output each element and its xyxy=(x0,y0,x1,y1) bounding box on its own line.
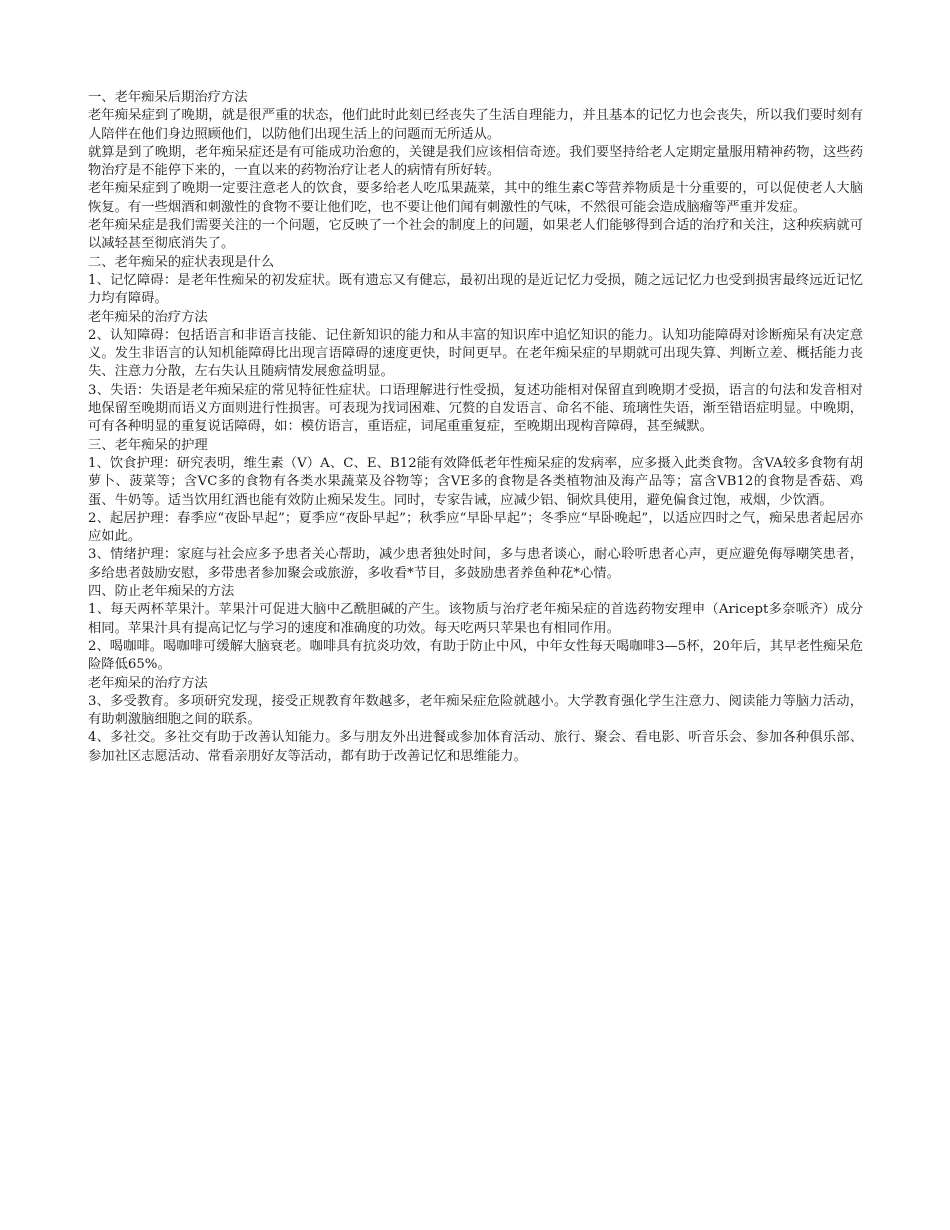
subheading-treatment-2: 老年痴呆的治疗方法 xyxy=(88,675,208,691)
paragraph-4: 老年痴呆症是我们需要关注的一个问题，它反映了一个社会的制度上的问题，如果老人们能够得到合适的治疗和关注，这种疾病就可以减轻甚至彻底消失了。 xyxy=(88,218,863,252)
paragraph-9: 2、起居护理：春季应“夜卧早起”；夏季应“夜卧早起”；秋季应“早卧早起”；冬季应“早卧晚起”，以适应四时之气，痴呆患者起居亦应如此。 xyxy=(88,510,863,545)
paragraph-13: 3、多受教育。多项研究发现，接受正规教育年数越多，老年痴呆症危险就越小。大学教育强化学生注意力、阅读能力等脑力活动，有助刺激脑细胞之间的联系。 xyxy=(88,693,863,728)
paragraph-2: 就算是到了晚期，老年痴呆症还是有可能成功治愈的，关键是我们应该相信奇迹。我们要坚持给老人定期定量服用精神药物，这些药物治疗是不能停下来的，一直以来的药物治疗让老人的病情有所好转。 xyxy=(88,144,863,179)
paragraph-6: 2、认知障碍：包括语言和非语言技能、记住新知识的能力和从丰富的知识库中追忆知识的能力。认知功能障碍对诊断痴呆有决定意义。发生非语言的认知机能障碍比出现言语障碍的速度更快，时间更早。在老年痴呆症的早期就可出现失算、判断立差、概括能力丧失、注意力分散，左右失认且随病情发展愈益明显。 xyxy=(88,327,863,380)
paragraph-5: 1、记忆障碍：是老年性痴呆的初发症状。既有遗忘又有健忘，最初出现的是近记忆力受损，随之远记忆力也受到损害最终远近记忆力均有障碍。 xyxy=(88,272,863,307)
subheading-treatment-1: 老年痴呆的治疗方法 xyxy=(88,309,208,325)
paragraph-10: 3、情绪护理：家庭与社会应多予患者关心帮助，减少患者独处时间，多与患者谈心，耐心聆听患者心声，更应避免侮辱嘲笑患者，多给患者鼓励安慰，多带患者参加聚会或旅游，多收看*节目，多鼓励患者养鱼种花*心情。 xyxy=(88,547,863,581)
paragraph-1: 老年痴呆症到了晚期，就是很严重的状态，他们此时此刻已经丧失了生活自理能力，并且基本的记忆力也会丧失，所以我们要时刻有人陪伴在他们身边照顾他们，以防他们出现生活上的问题而无所适从。 xyxy=(88,108,863,142)
paragraph-11: 1、每天两杯苹果汁。苹果汁可促进大脑中乙酰胆碱的产生。该物质与治疗老年痴呆症的首选药物安理申（Aricept多奈哌齐）成分相同。苹果汁具有提高记忆与学习的速度和准确度的功效。每天吃两只苹果也有相同作用。 xyxy=(88,602,863,636)
paragraph-14: 4、多社交。多社交有助于改善认知能力。多与朋友外出进餐或参加体育活动、旅行、聚会、看电影、听音乐会、参加各种俱乐部、参加社区志愿活动、常看亲朋好友等活动，都有助于改善记忆和思维能力。 xyxy=(88,730,863,764)
document-body xyxy=(88,89,863,766)
section-heading-4: 四、防止老年痴呆的方法 xyxy=(88,584,235,600)
section-heading-3: 三、老年痴呆的护理 xyxy=(88,437,208,453)
section-heading-2: 二、老年痴呆的症状表现是什么 xyxy=(88,254,275,270)
paragraph-8: 1、饮食护理：研究表明，维生素（V）A、C、E、B12能有效降低老年性痴呆症的发病率，应多摄入此类食物。含VA较多食物有胡萝卜、菠菜等；含VC多的食物有各类水果蔬菜及谷物等；含VE多的食物是各类植物油及海产品等；富含VB12的食物是香菇、鸡蛋、牛奶等。适当饮用红酒也能有效防止痴呆发生。同时，专家告诫，应减少铝、铜炊具使用，避免偏食过饱，戒烟，少饮酒。 xyxy=(88,455,863,508)
paragraph-12: 2、喝咖啡。喝咖啡可缓解大脑衰老。咖啡具有抗炎功效，有助于防止中风，中年女性每天喝咖啡3—5杯，20年后，其早老性痴呆危险降低65%。 xyxy=(88,638,863,673)
section-heading-1: 一、老年痴呆后期治疗方法 xyxy=(88,90,248,105)
paragraph-7: 3、失语：失语是老年痴呆症的常见特征性症状。口语理解进行性受损，复述功能相对保留直到晚期才受损，语言的句法和发音相对地保留至晚期而语义方面则进行性损害。可表现为找词困难、冗赘的自发语言、命名不能、琉璃性失语，渐至错语症明显。中晚期，可有各种明显的重复说话障碍，如：模仿语言，重语症，词尾重重复症，至晚期出现构音障碍，甚至缄默。 xyxy=(88,382,863,435)
paragraph-3: 老年痴呆症到了晚期一定要注意老人的饮食，要多给老人吃瓜果蔬菜，其中的维生素C等营养物质是十分重要的，可以促使老人大脑恢复。有一些烟酒和刺激性的食物不要让他们吃，也不要让他们闻有刺激性的气味，不然很可能会造成脑瘤等严重并发症。 xyxy=(88,181,863,215)
